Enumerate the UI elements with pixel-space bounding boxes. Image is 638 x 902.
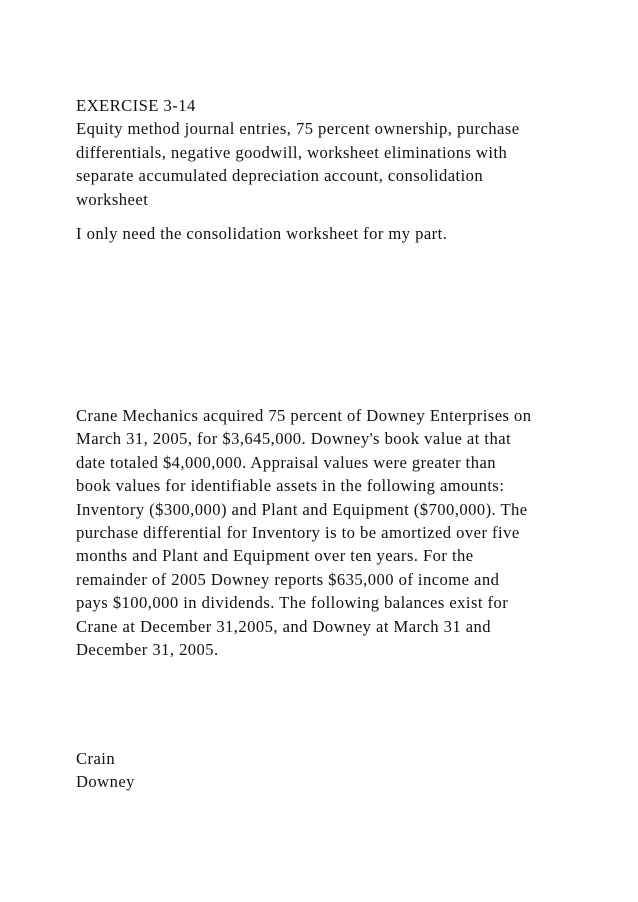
column-heading-crain: Crain	[76, 749, 116, 768]
exercise-subtitle: Equity method journal entries, 75 percent ownership, purchase differentials, negative goodwill, worksheet eliminations with separate accumulated depreciation account, consolidation worksheet	[76, 119, 520, 209]
student-note: I only need the consolidation worksheet for my part.	[76, 224, 448, 243]
worksheet-column-headings	[76, 747, 576, 794]
column-heading-downey: Downey	[76, 772, 135, 792]
problem-statement: Crane Mechanics acquired 75 percent of Downey Enterprises on March 31, 2005, for $3,645,000. Downey's book value at that date totaled $4,000,000. Appraisal values were greater than book values for identifiable assets in the following amounts: Inventory ($300,000) and Plant and Equipment ($700,000). The purchase differential for Inventory is to be amortized over five months and Plant and Equipment over ten years. For the remainder of 2005 Downey reports $635,000 of income and pays $100,000 in dividends. The following balances exist for Crane at December 31,2005, and Downey at March 31 and December 31, 2005.	[76, 406, 532, 660]
exercise-title: EXERCISE 3-14	[76, 96, 196, 115]
exercise-heading	[76, 94, 576, 211]
